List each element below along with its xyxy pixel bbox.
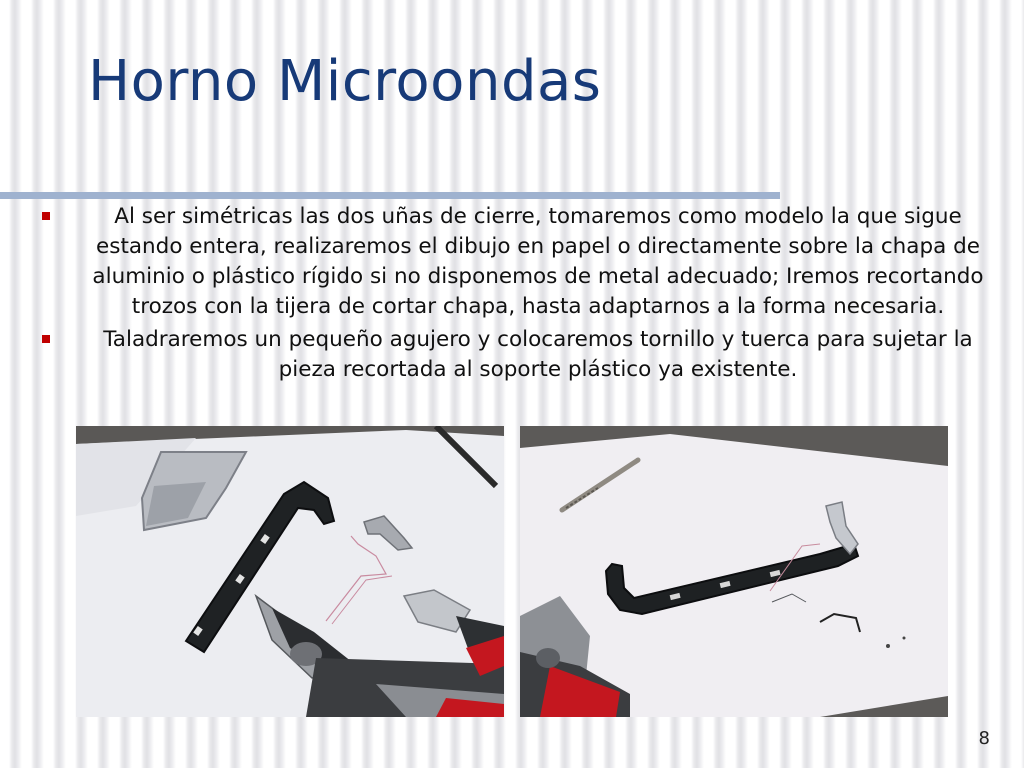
photo-assembled-latch: [520, 426, 948, 717]
bullet-text: Taladraremos un pequeño agujero y colocaremos tornillo y tuerca para sujetar la pieza recortada al soporte plástico ya existente.: [103, 327, 973, 382]
bullet-item: [32, 325, 1002, 385]
bullet-text: Al ser simétricas las dos uñas de cierre, tomaremos como modelo la que sigue estando entera, realizaremos el dibujo en papel o directamente sobre la chapa de aluminio o plástico rígido si no disponemos de metal adecuado; Iremos recortando trozos con la tijera de cortar chapa, hasta adaptarnos a la forma necesaria.: [92, 204, 984, 319]
bullet-list: [32, 202, 1002, 388]
photo-cut-pieces-and-shears: [76, 426, 504, 717]
bullet-item: [32, 202, 1002, 322]
square-bullet-icon: [42, 212, 50, 220]
square-bullet-icon: [42, 335, 50, 343]
slide-title: Horno Microondas: [88, 49, 602, 114]
title-divider: [0, 192, 780, 199]
page-number: 8: [978, 728, 990, 749]
